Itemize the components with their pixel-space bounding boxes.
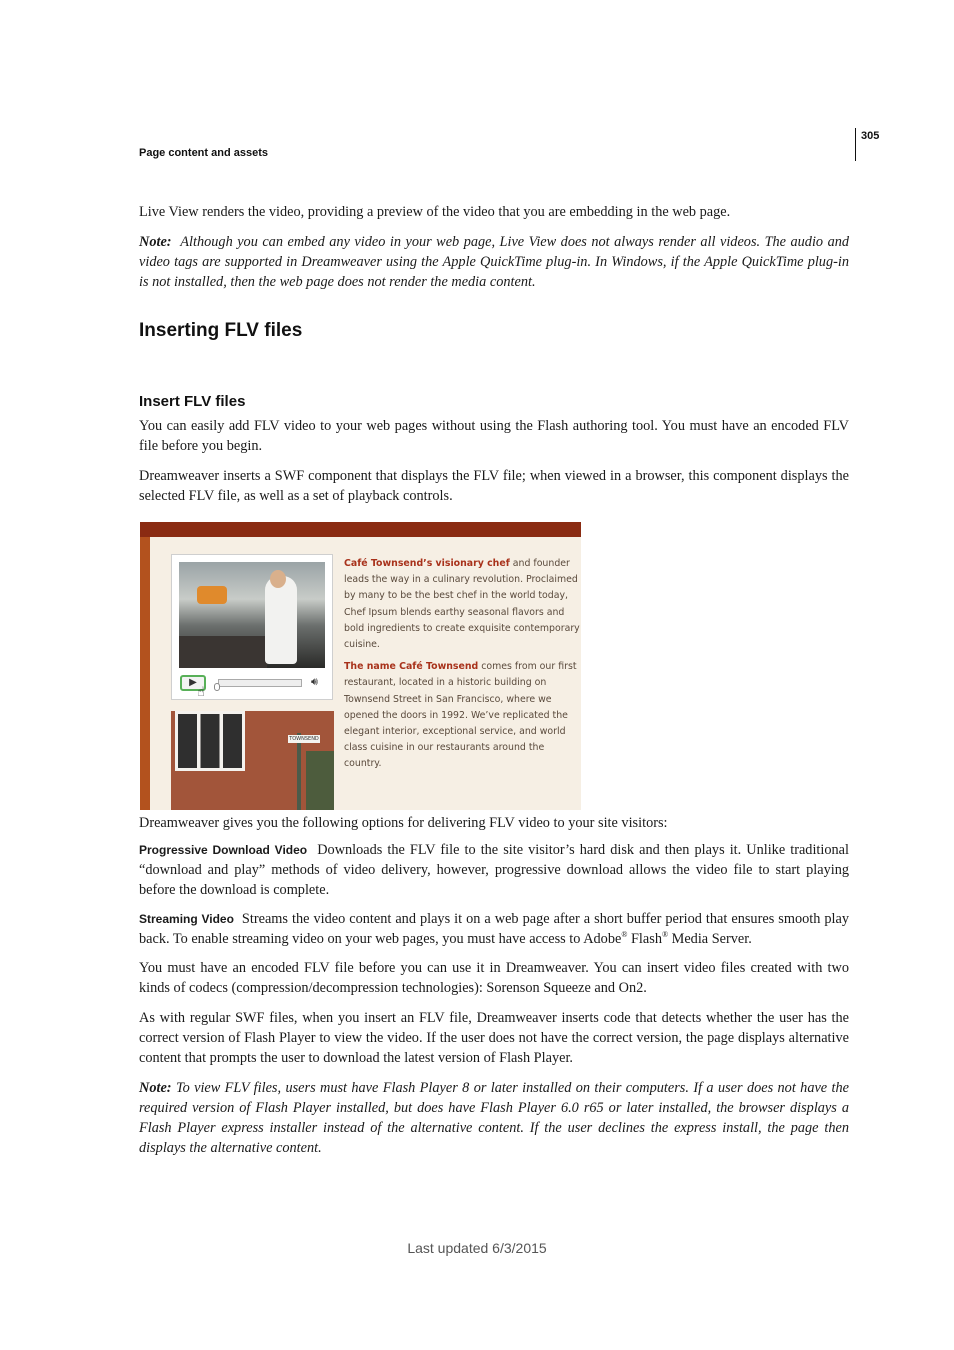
- paragraph: You can easily add FLV video to your web pages without using the Flash authoring tool. You must have an encoded FLV file before you begin.: [139, 418, 849, 454]
- term-text: Flash: [627, 931, 662, 947]
- note-text: To view FLV files, users must have Flash Player 8 or later installed on their computers. If a user does not have the required version of Flash Player installed, but does have Flash Player 6.0 r65 or later installed, the browser displays a Flash Player express installer instead of the alternative content. If the user declines the express install, the page then displays the alternative content.: [139, 1080, 849, 1156]
- speaker-icon[interactable]: 🔊︎: [311, 675, 318, 688]
- street-photo: [171, 711, 334, 810]
- paragraph: As with regular SWF files, when you insert an FLV file, Dreamweaver inserts code that detects whether the user has the correct version of Flash Player to view the video. If the user does not have the correct version, the page displays alternative content that prompts the user to download the latest version of Flash Player.: [139, 1010, 849, 1066]
- note-2: [139, 1078, 849, 1158]
- stove-shape: [179, 636, 267, 668]
- figure-paragraph: [344, 659, 580, 772]
- seek-bar[interactable]: [218, 679, 302, 687]
- tree-shape: [306, 751, 334, 810]
- section-heading: Inserting FLV files: [139, 320, 303, 341]
- figure-content: [150, 537, 581, 810]
- oven-glow: [197, 586, 227, 604]
- chef-head: [270, 570, 286, 588]
- seek-handle[interactable]: [214, 683, 220, 691]
- figure-body: and founder leads the way in a culinary revolution. Proclaimed by many to be the best chef in the world today, Chef Ipsum blends earthy seasonal flavors and bold ingredients to create exquisite contemporary cuisine.: [344, 558, 580, 651]
- definition-progressive: [139, 840, 849, 900]
- term-label: Streaming Video: [139, 912, 234, 926]
- chef-figure: [265, 576, 297, 664]
- running-header: Page content and assets: [139, 147, 268, 159]
- note-label: Note:: [139, 1080, 172, 1096]
- note-1: [139, 232, 849, 292]
- subsection-heading: Insert FLV files: [139, 393, 246, 410]
- page-number: 305: [861, 130, 880, 142]
- figure-top-bar: [140, 522, 581, 537]
- building-window: [175, 711, 245, 771]
- figure-highlight: The name Café Townsend: [344, 661, 479, 673]
- term-text: Media Server.: [668, 931, 752, 947]
- street-sign: TOWNSEND: [289, 736, 319, 742]
- registered-mark: ®: [661, 930, 669, 940]
- figure-side-bar: [140, 537, 150, 810]
- header-rule: [855, 128, 856, 161]
- flv-player: [171, 554, 333, 700]
- figure-body: comes from our first restaurant, located in a historic building on Townsend Street in San Francisco, where we opened the doors in 1992. We’ve replicated the elegant interior, exceptional service, and world class cuisine in our restaurants around the country.: [344, 661, 577, 770]
- paragraph: Dreamweaver inserts a SWF component that displays the FLV file; when viewed in a browser, this component displays the selected FLV file, as well as a set of playback controls.: [139, 468, 849, 504]
- paragraph: You must have an encoded FLV file before you can use it in Dreamweaver. You can insert video files created with two kinds of codecs (compression/decompression technologies): Sorenson Squeeze and On2.: [139, 960, 849, 996]
- term-label: Progressive Download Video: [139, 843, 308, 857]
- figure-text: [344, 556, 580, 779]
- paragraph: Dreamweaver gives you the following options for delivering FLV video to your site visitors:: [139, 815, 668, 831]
- intro-paragraph: Live View renders the video, providing a preview of the video that you are embedding in the web page.: [139, 204, 731, 220]
- figure-paragraph: [344, 556, 580, 653]
- play-icon: ▶: [189, 677, 197, 688]
- note-label: Note:: [139, 234, 172, 250]
- note-text: Although you can embed any video in your web page, Live View does not always render all videos. The audio and video tags are supported in Dreamweaver using the Apple QuickTime plug-in. In Windows, if the Apple QuickTime plug-in is not installed, then the web page does not render the media content.: [139, 234, 850, 290]
- definition-streaming: [139, 909, 849, 949]
- term-text: Streams the video content and plays it on a web page after a short buffer period that ensures smooth play back. To enable streaming video on your web pages, you must have access to Adobe: [139, 911, 849, 947]
- example-figure: [140, 522, 581, 810]
- sign-pole: [297, 733, 301, 810]
- footer-date: Last updated 6/3/2015: [407, 1240, 547, 1256]
- video-frame: [179, 562, 325, 668]
- term-text: Downloads the FLV file to the site visitor’s hard disk and then plays it. Unlike traditional “download and play” methods of video delivery, however, progressive download allows the video file to start playing before the download is complete.: [139, 842, 849, 898]
- registered-mark: ®: [621, 930, 628, 940]
- figure-highlight: Café Townsend’s visionary chef: [344, 558, 510, 569]
- hand-pointer-icon: ☝: [197, 685, 205, 700]
